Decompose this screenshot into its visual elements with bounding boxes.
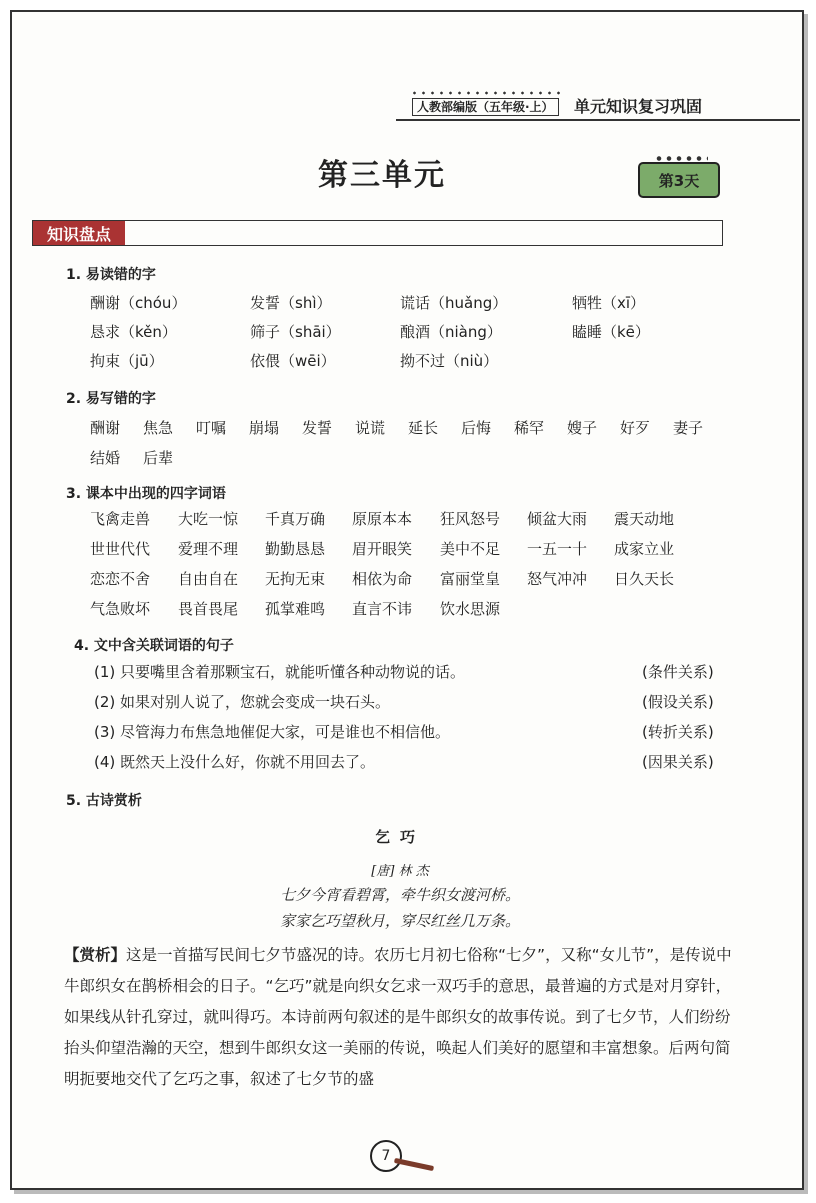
q3-phrase: 恋恋不舍 <box>90 570 151 588</box>
q3-phrase: 美中不足 <box>440 540 501 558</box>
q3-phrase: 日久天长 <box>614 570 675 588</box>
q4-sentence: (3) 尽管海力布焦急地催促大家，可是谁也不相信他。 <box>94 723 451 741</box>
q4-sentence: (4) 既然天上没什么好，你就不用回去了。 <box>94 753 376 771</box>
q2-word: 后悔 <box>461 419 492 437</box>
q2-word: 嫂子 <box>567 419 598 437</box>
q3-phrase: 原原本本 <box>352 510 413 528</box>
q2-word: 叮嘱 <box>196 419 227 437</box>
page-number: 7 <box>370 1140 402 1172</box>
q3-phrase: 怒气冲冲 <box>527 570 588 588</box>
q2-word: 妻子 <box>673 419 704 437</box>
q2-word: 说谎 <box>355 419 386 437</box>
q3-phrase: 畏首畏尾 <box>178 600 239 618</box>
poem-line: 七夕今宵看碧霄，牵牛织女渡河桥。 <box>279 886 520 904</box>
q1-item: 恳求（kěn） <box>90 323 177 341</box>
q4-relation: (假设关系) <box>642 693 714 711</box>
q2-word: 延长 <box>408 419 439 437</box>
q4-heading: 4. 文中含关联词语的句子 <box>74 638 234 654</box>
q2-word: 结婚 <box>90 449 121 467</box>
analysis-label: 【赏析】 <box>64 946 127 964</box>
section-title: 单元知识复习巩固 <box>574 97 703 116</box>
q3-phrase: 饮水思源 <box>440 600 501 618</box>
analysis-text: 这是一首描写民间七夕节盛况的诗。农历七月初七俗称“七夕”，又称“女儿节”，是传说中牛郎织女在鹊桥相会的日子。“乞巧”就是向织女乞求一双巧手的意思，最普遍的方式是对月穿针，如果线从针孔穿过，就叫得巧。本诗前两句叙述的是牛郎织女的故事传说。到了七夕节，人们纷纷抬头仰望浩瀚的天空，想到牛郎织女这一美丽的传说，唤起人们美好的愿望和丰富想象。后两句简明扼要地交代了乞巧之事，叙述了七夕节的盛 <box>64 946 732 1088</box>
q1-item: 发誓（shì） <box>250 294 332 312</box>
q2-heading: 2. 易写错的字 <box>66 391 156 407</box>
poem-analysis <box>64 940 732 1095</box>
q2-word: 酬谢 <box>90 419 121 437</box>
q3-phrase: 直言不讳 <box>352 600 413 618</box>
q3-phrase: 自由自在 <box>178 570 239 588</box>
q3-phrase: 世世代代 <box>90 540 151 558</box>
section-bar <box>32 220 723 246</box>
q2-word: 稀罕 <box>514 419 545 437</box>
header-rule <box>396 119 800 121</box>
q3-phrase: 千真万确 <box>265 510 326 528</box>
q4-relation: (转折关系) <box>642 723 714 741</box>
q3-phrase: 震天动地 <box>614 510 675 528</box>
q2-word: 好歹 <box>620 419 651 437</box>
q3-phrase: 爱理不理 <box>178 540 239 558</box>
q3-phrase: 眉开眼笑 <box>352 540 413 558</box>
q2-word: 崩塌 <box>249 419 280 437</box>
section-label: 知识盘点 <box>33 221 125 245</box>
q5-heading: 5. 古诗赏析 <box>66 793 142 809</box>
poem-line: 家家乞巧望秋月，穿尽红丝几万条。 <box>279 912 520 930</box>
q4-relation: (条件关系) <box>642 663 714 681</box>
q3-phrase: 无拘无束 <box>265 570 326 588</box>
edition-label: 人教部编版（五年级·上） <box>412 98 559 116</box>
q3-phrase: 成家立业 <box>614 540 675 558</box>
q3-phrase: 相依为命 <box>352 570 413 588</box>
unit-title: 第三单元 <box>318 158 446 193</box>
q1-item: 牺牲（xī） <box>572 294 646 312</box>
header-dots <box>410 90 560 96</box>
q3-phrase: 飞禽走兽 <box>90 510 151 528</box>
q1-heading: 1. 易读错的字 <box>66 267 156 283</box>
q1-item: 酬谢（chóu） <box>90 294 187 312</box>
q3-phrase: 富丽堂皇 <box>440 570 501 588</box>
q3-phrase: 狂风怒号 <box>440 510 501 528</box>
q4-sentence: (1) 只要嘴里含着那颗宝石，就能听懂各种动物说的话。 <box>94 663 466 681</box>
q1-item: 拗不过（niù） <box>400 352 499 370</box>
q4-sentence: (2) 如果对别人说了，您就会变成一块石头。 <box>94 693 391 711</box>
q3-phrase: 倾盆大雨 <box>527 510 588 528</box>
q1-item: 依偎（wēi） <box>250 352 336 370</box>
poem-author: [唐] 林 杰 <box>371 864 429 879</box>
q1-item: 拘束（jū） <box>90 352 164 370</box>
day-badge: 第3天 <box>638 162 720 198</box>
q1-item: 谎话（huǎng） <box>400 294 508 312</box>
q3-phrase: 勤勤恳恳 <box>265 540 326 558</box>
q2-word: 焦急 <box>143 419 174 437</box>
q1-item: 酿酒（niàng） <box>400 323 502 341</box>
running-header <box>396 90 800 122</box>
q3-heading: 3. 课本中出现的四字词语 <box>66 486 226 502</box>
q4-relation: (因果关系) <box>642 753 714 771</box>
poem-title: 乞巧 <box>374 828 425 846</box>
q2-word: 后辈 <box>143 449 174 467</box>
q3-phrase: 孤掌难鸣 <box>265 600 326 618</box>
q1-item: 筛子（shāi） <box>250 323 341 341</box>
q2-word: 发誓 <box>302 419 333 437</box>
q3-phrase: 大吃一惊 <box>178 510 239 528</box>
q1-item: 瞌睡（kē） <box>572 323 650 341</box>
q3-phrase: 一五一十 <box>527 540 588 558</box>
q3-phrase: 气急败坏 <box>90 600 151 618</box>
